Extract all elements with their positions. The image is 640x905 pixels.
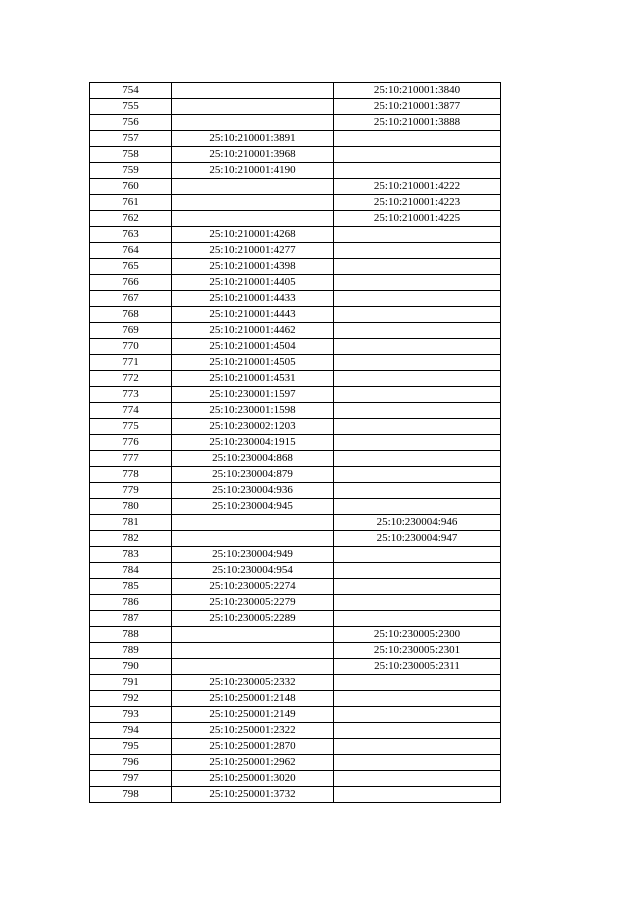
table-row: [90, 227, 501, 243]
table-row: [90, 547, 501, 563]
table-row: [90, 499, 501, 515]
cadastral-number-cell-a: [172, 179, 334, 195]
row-number-cell: 760: [90, 179, 172, 195]
cadastral-number-cell-b: [334, 755, 501, 771]
table-row: [90, 115, 501, 131]
cadastral-number-cell-a: 25:10:210001:3968: [172, 147, 334, 163]
row-number-cell: 781: [90, 515, 172, 531]
row-number-cell: 762: [90, 211, 172, 227]
table-row: [90, 627, 501, 643]
row-number-cell: 786: [90, 595, 172, 611]
cadastral-number-cell-a: 25:10:210001:4398: [172, 259, 334, 275]
row-number-cell: 787: [90, 611, 172, 627]
cadastral-number-cell-a: [172, 643, 334, 659]
cadastral-number-cell-a: 25:10:230004:954: [172, 563, 334, 579]
row-number-cell: 791: [90, 675, 172, 691]
cadastral-number-table: [89, 82, 501, 803]
cadastral-number-cell-b: [334, 691, 501, 707]
cadastral-number-cell-b: [334, 595, 501, 611]
row-number-cell: 755: [90, 99, 172, 115]
row-number-cell: 771: [90, 355, 172, 371]
cadastral-number-cell-b: 25:10:230004:946: [334, 515, 501, 531]
row-number-cell: 768: [90, 307, 172, 323]
row-number-cell: 798: [90, 787, 172, 803]
row-number-cell: 794: [90, 723, 172, 739]
cadastral-number-cell-b: [334, 611, 501, 627]
table-row: [90, 275, 501, 291]
cadastral-number-cell-a: 25:10:250001:2148: [172, 691, 334, 707]
cadastral-number-cell-b: 25:10:210001:4223: [334, 195, 501, 211]
cadastral-number-cell-b: [334, 451, 501, 467]
row-number-cell: 764: [90, 243, 172, 259]
table-row: [90, 99, 501, 115]
cadastral-number-cell-a: [172, 531, 334, 547]
cadastral-number-cell-b: [334, 563, 501, 579]
table-row: [90, 179, 501, 195]
cadastral-number-cell-b: [334, 163, 501, 179]
table-row: [90, 371, 501, 387]
table-row: [90, 307, 501, 323]
row-number-cell: 769: [90, 323, 172, 339]
cadastral-number-cell-b: [334, 723, 501, 739]
table-row: [90, 435, 501, 451]
cadastral-number-cell-a: [172, 115, 334, 131]
cadastral-number-cell-a: [172, 515, 334, 531]
cadastral-number-cell-a: 25:10:210001:3891: [172, 131, 334, 147]
cadastral-number-cell-a: 25:10:230002:1203: [172, 419, 334, 435]
table-row: [90, 323, 501, 339]
row-number-cell: 765: [90, 259, 172, 275]
cadastral-number-cell-a: 25:10:210001:4462: [172, 323, 334, 339]
cadastral-number-cell-a: 25:10:210001:4433: [172, 291, 334, 307]
cadastral-number-cell-b: 25:10:210001:3877: [334, 99, 501, 115]
cadastral-number-cell-a: [172, 659, 334, 675]
cadastral-number-cell-a: 25:10:210001:4531: [172, 371, 334, 387]
cadastral-number-cell-b: [334, 371, 501, 387]
table-row: [90, 515, 501, 531]
row-number-cell: 779: [90, 483, 172, 499]
cadastral-number-cell-b: [334, 355, 501, 371]
cadastral-number-cell-b: [334, 323, 501, 339]
row-number-cell: 778: [90, 467, 172, 483]
cadastral-number-cell-a: 25:10:210001:4190: [172, 163, 334, 179]
row-number-cell: 761: [90, 195, 172, 211]
cadastral-number-cell-a: 25:10:250001:3020: [172, 771, 334, 787]
cadastral-number-cell-b: 25:10:230004:947: [334, 531, 501, 547]
row-number-cell: 754: [90, 83, 172, 99]
row-number-cell: 770: [90, 339, 172, 355]
table-row: [90, 243, 501, 259]
cadastral-number-cell-b: [334, 259, 501, 275]
cadastral-number-cell-a: 25:10:210001:4443: [172, 307, 334, 323]
table-row: [90, 467, 501, 483]
row-number-cell: 783: [90, 547, 172, 563]
table-row: [90, 291, 501, 307]
row-number-cell: 782: [90, 531, 172, 547]
cadastral-number-cell-a: 25:10:230004:936: [172, 483, 334, 499]
row-number-cell: 776: [90, 435, 172, 451]
cadastral-number-cell-b: [334, 707, 501, 723]
table-row: [90, 83, 501, 99]
cadastral-number-cell-b: [334, 419, 501, 435]
cadastral-number-cell-b: [334, 291, 501, 307]
table-row: [90, 531, 501, 547]
cadastral-number-cell-a: 25:10:210001:4405: [172, 275, 334, 291]
row-number-cell: 796: [90, 755, 172, 771]
cadastral-number-cell-b: [334, 147, 501, 163]
row-number-cell: 756: [90, 115, 172, 131]
table-row: [90, 723, 501, 739]
cadastral-number-cell-a: 25:10:250001:3732: [172, 787, 334, 803]
cadastral-number-cell-a: [172, 83, 334, 99]
cadastral-number-cell-b: 25:10:210001:3888: [334, 115, 501, 131]
cadastral-number-cell-a: 25:10:250001:2870: [172, 739, 334, 755]
cadastral-number-cell-a: 25:10:230001:1598: [172, 403, 334, 419]
row-number-cell: 763: [90, 227, 172, 243]
cadastral-number-cell-b: [334, 675, 501, 691]
row-number-cell: 767: [90, 291, 172, 307]
cadastral-number-cell-b: [334, 387, 501, 403]
cadastral-number-cell-a: 25:10:230005:2289: [172, 611, 334, 627]
cadastral-number-cell-a: 25:10:210001:4268: [172, 227, 334, 243]
row-number-cell: 792: [90, 691, 172, 707]
row-number-cell: 789: [90, 643, 172, 659]
table-row: [90, 451, 501, 467]
table-row: [90, 355, 501, 371]
table-row: [90, 771, 501, 787]
row-number-cell: 797: [90, 771, 172, 787]
cadastral-number-cell-b: [334, 483, 501, 499]
cadastral-number-cell-a: 25:10:230004:1915: [172, 435, 334, 451]
cadastral-number-cell-a: 25:10:230004:945: [172, 499, 334, 515]
table-row: [90, 755, 501, 771]
table-row: [90, 659, 501, 675]
table-row: [90, 579, 501, 595]
cadastral-number-cell-a: 25:10:230005:2332: [172, 675, 334, 691]
row-number-cell: 777: [90, 451, 172, 467]
row-number-cell: 795: [90, 739, 172, 755]
cadastral-number-cell-b: [334, 339, 501, 355]
cadastral-number-cell-b: 25:10:230005:2311: [334, 659, 501, 675]
cadastral-number-cell-a: [172, 627, 334, 643]
table-row: [90, 259, 501, 275]
cadastral-number-cell-b: [334, 467, 501, 483]
row-number-cell: 766: [90, 275, 172, 291]
row-number-cell: 757: [90, 131, 172, 147]
cadastral-number-cell-b: [334, 547, 501, 563]
cadastral-number-cell-b: [334, 275, 501, 291]
cadastral-number-cell-b: 25:10:210001:3840: [334, 83, 501, 99]
table-row: [90, 483, 501, 499]
row-number-cell: 785: [90, 579, 172, 595]
table-row: [90, 563, 501, 579]
table-row: [90, 419, 501, 435]
cadastral-number-cell-b: 25:10:210001:4225: [334, 211, 501, 227]
cadastral-number-cell-b: 25:10:230005:2300: [334, 627, 501, 643]
cadastral-number-cell-a: 25:10:210001:4277: [172, 243, 334, 259]
table-row: [90, 739, 501, 755]
table-row: [90, 707, 501, 723]
row-number-cell: 759: [90, 163, 172, 179]
cadastral-number-cell-a: 25:10:210001:4505: [172, 355, 334, 371]
table-row: [90, 691, 501, 707]
cadastral-number-cell-b: [334, 739, 501, 755]
cadastral-number-cell-b: [334, 579, 501, 595]
row-number-cell: 775: [90, 419, 172, 435]
cadastral-number-cell-a: 25:10:250001:2149: [172, 707, 334, 723]
table-row: [90, 211, 501, 227]
cadastral-number-cell-b: [334, 771, 501, 787]
table-row: [90, 131, 501, 147]
table-row: [90, 403, 501, 419]
table-row: [90, 643, 501, 659]
cadastral-number-cell-a: 25:10:250001:2322: [172, 723, 334, 739]
cadastral-number-cell-b: [334, 131, 501, 147]
row-number-cell: 772: [90, 371, 172, 387]
row-number-cell: 774: [90, 403, 172, 419]
cadastral-number-cell-b: 25:10:210001:4222: [334, 179, 501, 195]
cadastral-number-cell-a: 25:10:250001:2962: [172, 755, 334, 771]
cadastral-number-cell-a: 25:10:210001:4504: [172, 339, 334, 355]
cadastral-number-cell-b: [334, 435, 501, 451]
row-number-cell: 790: [90, 659, 172, 675]
table-row: [90, 787, 501, 803]
table-row: [90, 675, 501, 691]
table-row: [90, 387, 501, 403]
cadastral-number-cell-a: 25:10:230005:2279: [172, 595, 334, 611]
cadastral-number-cell-a: 25:10:230004:868: [172, 451, 334, 467]
row-number-cell: 788: [90, 627, 172, 643]
table-body: [90, 83, 501, 803]
cadastral-number-cell-b: [334, 227, 501, 243]
cadastral-number-cell-b: [334, 307, 501, 323]
row-number-cell: 773: [90, 387, 172, 403]
cadastral-number-cell-b: [334, 403, 501, 419]
cadastral-number-cell-a: [172, 195, 334, 211]
row-number-cell: 780: [90, 499, 172, 515]
cadastral-number-cell-a: [172, 211, 334, 227]
table-row: [90, 195, 501, 211]
table-row: [90, 339, 501, 355]
cadastral-number-cell-b: [334, 243, 501, 259]
row-number-cell: 793: [90, 707, 172, 723]
row-number-cell: 784: [90, 563, 172, 579]
cadastral-number-cell-a: 25:10:230001:1597: [172, 387, 334, 403]
table-row: [90, 147, 501, 163]
cadastral-number-cell-a: 25:10:230004:879: [172, 467, 334, 483]
row-number-cell: 758: [90, 147, 172, 163]
cadastral-number-cell-a: 25:10:230004:949: [172, 547, 334, 563]
table-row: [90, 595, 501, 611]
cadastral-number-cell-b: [334, 787, 501, 803]
cadastral-number-cell-b: 25:10:230005:2301: [334, 643, 501, 659]
cadastral-number-cell-b: [334, 499, 501, 515]
table-row: [90, 611, 501, 627]
table-row: [90, 163, 501, 179]
cadastral-number-cell-a: [172, 99, 334, 115]
cadastral-number-cell-a: 25:10:230005:2274: [172, 579, 334, 595]
